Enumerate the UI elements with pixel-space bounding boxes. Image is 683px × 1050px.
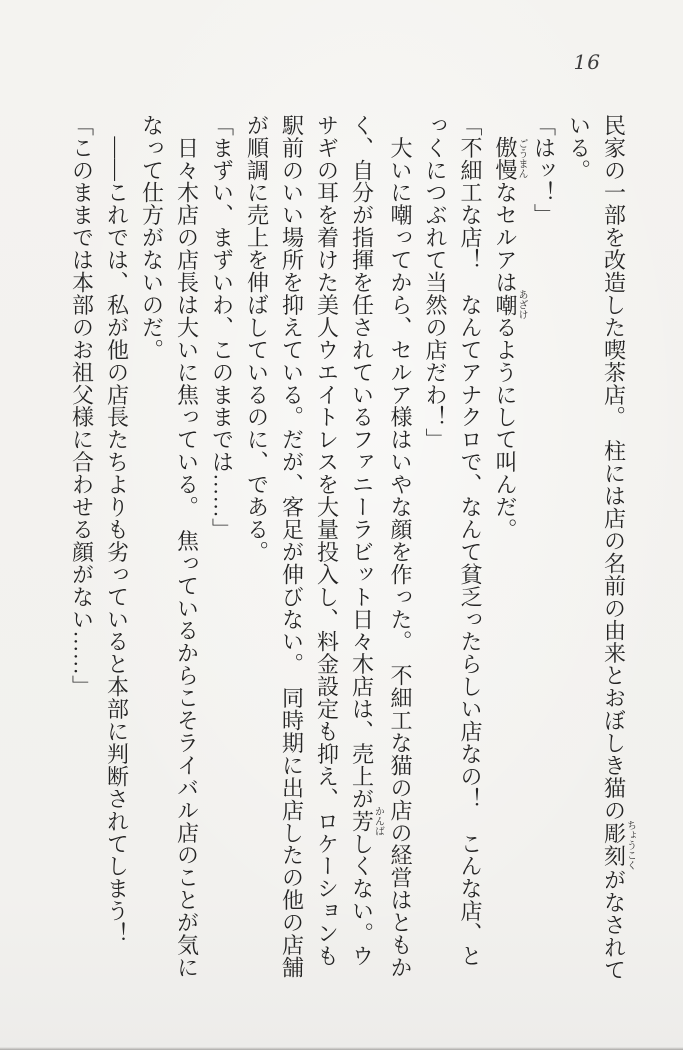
text-line: いる。	[566, 114, 592, 182]
furigana-annotated-word: 彫刻ちょうこく	[601, 820, 636, 871]
text-line: 大いに嘲ってから、セルア様はいやな顔を作った。 不細工な猫の店の経営はともか	[388, 114, 413, 979]
text-line: 「まずい、まずいわ、このままでは……」	[209, 114, 235, 541]
furigana-annotated-word: 芳かんば	[349, 806, 384, 837]
text-line: 民家の一部を改造した喫茶店。 柱には店の名前の由来とおぼしき猫の彫刻ちょうこくがなされて	[601, 114, 636, 982]
text-line: 「はッ！」	[531, 114, 557, 227]
furigana-text: ごうまん	[516, 136, 527, 182]
text-line: 駅前のいい場所を抑えている。だが、客足が伸びない。 同時期に出店したの他の店舗	[279, 114, 305, 979]
text-block	[45, 114, 635, 1002]
text-line: ――これでは、私が他の店長たちよりも劣っていると本部に判断されてしまう！	[104, 114, 130, 945]
furigana-text: あざけ	[516, 289, 527, 320]
text-line: 「不細工な店！ なんてアナクロで、なんて貧乏ったらしい店なの！ こんな店、と	[458, 114, 483, 968]
page-number: 16	[573, 50, 601, 74]
furigana-annotated-word: 傲慢ごうまん	[493, 136, 527, 182]
text-line: サギの耳を着けた美人ウエイトレスを大量投入し、料金設定も抑え、ロケーションも	[314, 114, 340, 968]
text-line: が順調に売上を伸ばしているのに、である。	[244, 114, 270, 563]
furigana-text: ちょうこく	[624, 820, 636, 871]
text-line: 傲慢ごうまんなセルアは嘲あざけるようにして叫んだ。	[493, 136, 527, 541]
text-line: 「このままでは本部のお祖父様に合わせる顔がない……」	[69, 114, 95, 698]
furigana-annotated-word: 嘲あざけ	[493, 289, 527, 320]
text-line: なって仕方がないのだ。	[139, 114, 165, 361]
text-line: く、自分が指揮を任されているファニーラビット日々木店は、売上が芳かんばしくない。ウ	[349, 114, 384, 968]
text-line: っくにつぶれて当然の店だわ！」	[423, 114, 448, 451]
furigana-text: かんば	[372, 806, 384, 837]
text-line: 日々木店の店長は大いに焦っている。 焦っているからこそライバル店のことが気に	[174, 114, 200, 979]
